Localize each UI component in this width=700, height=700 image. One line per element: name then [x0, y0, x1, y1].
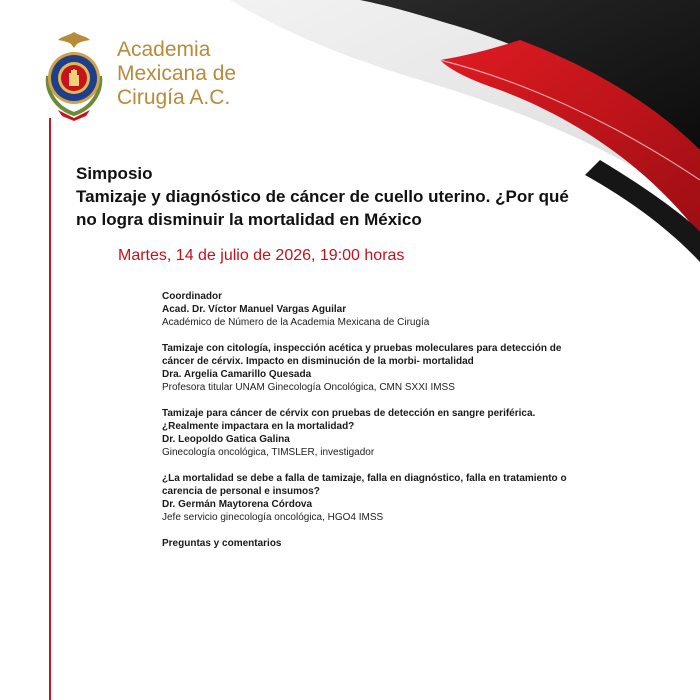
talk-3	[162, 472, 572, 524]
org-name-line-3: Cirugía A.C.	[117, 86, 231, 109]
academy-seal-logo	[38, 30, 110, 122]
event-headline	[76, 162, 616, 231]
talk-2	[162, 407, 572, 459]
organization-name	[117, 38, 236, 110]
coordinator-affiliation: Académico de Número de la Academia Mexicana de Cirugía	[162, 317, 430, 328]
closing-note: Preguntas y comentarios	[162, 538, 282, 549]
left-accent-line	[49, 118, 51, 700]
coordinator-role: Coordinador	[162, 291, 222, 302]
org-name-line-1: Academia	[117, 38, 211, 61]
talk-speaker: Dra. Argelia Camarillo Quesada	[162, 369, 312, 380]
event-date: Martes, 14 de julio de 2026, 19:00 horas	[118, 247, 405, 264]
event-kind: Simposio	[76, 164, 153, 183]
program-content	[162, 290, 572, 563]
org-name-line-2: Mexicana de	[117, 62, 237, 85]
talk-speaker: Dr. Leopoldo Gatica Galina	[162, 434, 290, 445]
coordinator-name: Acad. Dr. Víctor Manuel Vargas Aguilar	[162, 304, 347, 315]
talk-affiliation: Ginecología oncológica, TIMSLER, investigador	[162, 447, 375, 458]
talk-affiliation: Profesora titular UNAM Ginecología Oncológica, CMN SXXI IMSS	[162, 382, 455, 393]
talk-1	[162, 342, 572, 394]
event-title-line-1: Tamizaje y diagnóstico de cáncer de cuello uterino. ¿Por qué	[76, 187, 569, 206]
talk-affiliation: Jefe servicio ginecología oncológica, HGO4 IMSS	[162, 512, 384, 523]
talk-title-line: ¿La mortalidad se debe a falla de tamizaje, falla en diagnóstico, falla en tratamiento o	[162, 473, 567, 484]
talk-title-line: carencia de personal e insumos?	[162, 486, 320, 497]
talk-title-line: cáncer de cérvix. Impacto en disminución de la morbi- mortalidad	[162, 356, 474, 367]
event-title-line-2: no logra disminuir la mortalidad en México	[76, 210, 422, 229]
talk-title-line: Tamizaje para cáncer de cérvix con pruebas de detección en sangre periférica.	[162, 408, 536, 419]
talk-title-line: Tamizaje con citología, inspección acética y pruebas moleculares para detección de	[162, 343, 562, 354]
talk-title-line: ¿Realmente impactara en la mortalidad?	[162, 421, 355, 432]
coordinator-block	[162, 290, 572, 329]
talk-speaker: Dr. Germán Maytorena Córdova	[162, 499, 313, 510]
